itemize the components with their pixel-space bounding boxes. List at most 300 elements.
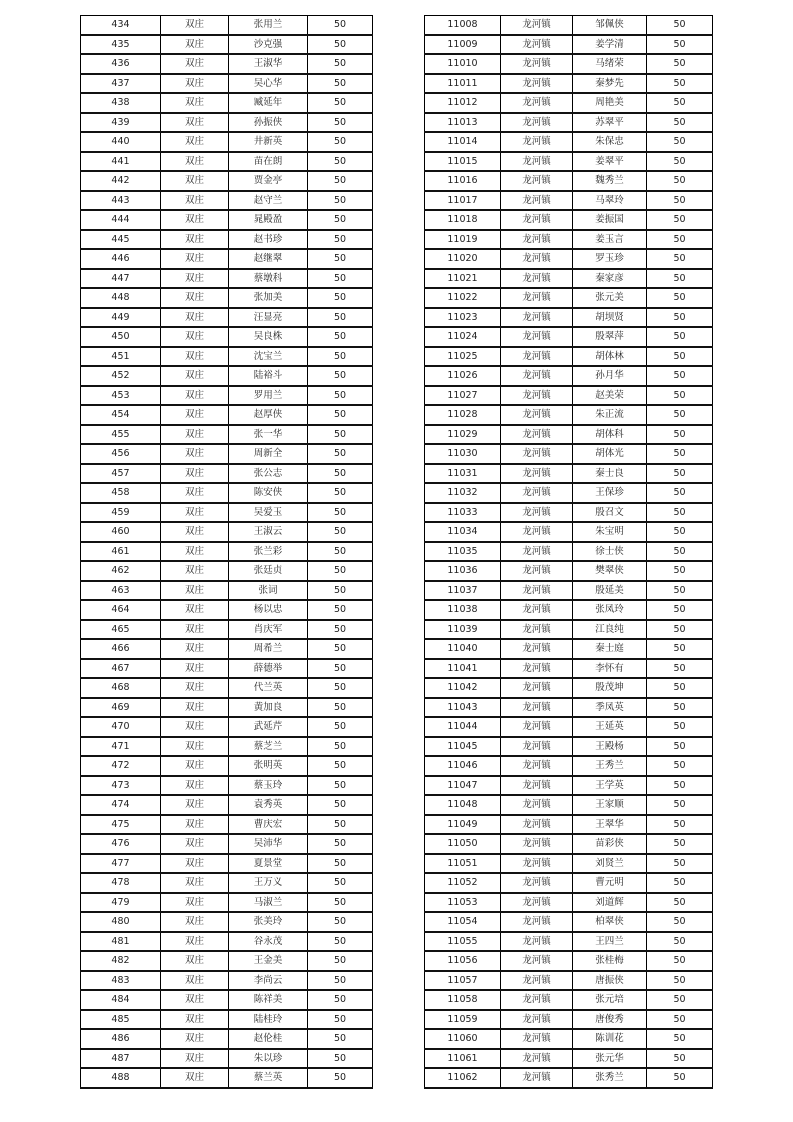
person-name-cell: 胡体科 — [573, 425, 647, 445]
amount-cell: 50 — [647, 737, 713, 757]
table-row — [81, 1010, 373, 1030]
person-name-cell: 王殿杨 — [573, 737, 647, 757]
amount-cell: 50 — [308, 93, 373, 113]
row-number-cell: 479 — [81, 893, 161, 913]
amount-cell: 50 — [647, 425, 713, 445]
person-name-cell: 季凤英 — [573, 698, 647, 718]
amount-cell: 50 — [308, 717, 373, 737]
table-row — [81, 132, 373, 152]
table-row — [81, 54, 373, 74]
town-cell: 双庄 — [161, 1068, 229, 1088]
row-number-cell: 11023 — [425, 308, 501, 328]
row-number-cell: 468 — [81, 678, 161, 698]
amount-cell: 50 — [308, 152, 373, 172]
town-cell: 龙河镇 — [501, 444, 573, 464]
person-name-cell: 张元美 — [573, 288, 647, 308]
table-row — [425, 347, 713, 367]
row-number-cell: 11026 — [425, 366, 501, 386]
table-row — [81, 893, 373, 913]
amount-cell: 50 — [308, 308, 373, 328]
amount-cell: 50 — [647, 132, 713, 152]
person-name-cell: 朱宝明 — [573, 522, 647, 542]
table-row — [81, 249, 373, 269]
town-cell: 龙河镇 — [501, 678, 573, 698]
town-cell: 龙河镇 — [501, 581, 573, 601]
table-row — [81, 561, 373, 581]
table-row — [81, 581, 373, 601]
table-row — [81, 834, 373, 854]
person-name-cell: 陈训花 — [573, 1029, 647, 1049]
town-cell: 龙河镇 — [501, 873, 573, 893]
amount-cell: 50 — [647, 932, 713, 952]
person-name-cell: 王学英 — [573, 776, 647, 796]
person-name-cell: 张用兰 — [229, 16, 308, 35]
table-row — [425, 230, 713, 250]
amount-cell: 50 — [647, 756, 713, 776]
amount-cell: 50 — [647, 834, 713, 854]
table-row — [425, 1068, 713, 1088]
table-row — [81, 210, 373, 230]
row-number-cell: 11017 — [425, 191, 501, 211]
town-cell: 双庄 — [161, 698, 229, 718]
amount-cell: 50 — [647, 600, 713, 620]
person-name-cell: 姜玉言 — [573, 230, 647, 250]
person-name-cell: 刘贤兰 — [573, 854, 647, 874]
table-row — [81, 366, 373, 386]
row-number-cell: 11014 — [425, 132, 501, 152]
amount-cell: 50 — [308, 678, 373, 698]
town-cell: 双庄 — [161, 756, 229, 776]
table-row — [81, 152, 373, 172]
town-cell: 双庄 — [161, 35, 229, 55]
amount-cell: 50 — [308, 1010, 373, 1030]
town-cell: 龙河镇 — [501, 542, 573, 562]
amount-cell: 50 — [308, 35, 373, 55]
person-name-cell: 赵继翠 — [229, 249, 308, 269]
town-cell: 龙河镇 — [501, 113, 573, 133]
amount-cell: 50 — [647, 542, 713, 562]
table-row — [81, 795, 373, 815]
table-row — [425, 893, 713, 913]
town-cell: 龙河镇 — [501, 269, 573, 289]
row-number-cell: 466 — [81, 639, 161, 659]
amount-cell: 50 — [647, 366, 713, 386]
amount-cell: 50 — [308, 834, 373, 854]
person-name-cell: 赵厚侠 — [229, 405, 308, 425]
amount-cell: 50 — [647, 54, 713, 74]
person-name-cell: 汪显亮 — [229, 308, 308, 328]
row-number-cell: 449 — [81, 308, 161, 328]
town-cell: 龙河镇 — [501, 717, 573, 737]
row-number-cell: 486 — [81, 1029, 161, 1049]
table-row — [425, 990, 713, 1010]
row-number-cell: 11050 — [425, 834, 501, 854]
row-number-cell: 11043 — [425, 698, 501, 718]
table-row — [425, 503, 713, 523]
town-cell: 龙河镇 — [501, 639, 573, 659]
town-cell: 双庄 — [161, 210, 229, 230]
row-number-cell: 11030 — [425, 444, 501, 464]
town-cell: 龙河镇 — [501, 327, 573, 347]
person-name-cell: 江良纯 — [573, 620, 647, 640]
table-row — [425, 971, 713, 991]
person-name-cell: 张公志 — [229, 464, 308, 484]
person-name-cell: 吴良株 — [229, 327, 308, 347]
amount-cell: 50 — [308, 444, 373, 464]
row-number-cell: 456 — [81, 444, 161, 464]
amount-cell: 50 — [647, 308, 713, 328]
town-cell: 双庄 — [161, 951, 229, 971]
table-row — [425, 659, 713, 679]
row-number-cell: 11058 — [425, 990, 501, 1010]
row-number-cell: 485 — [81, 1010, 161, 1030]
amount-cell: 50 — [308, 503, 373, 523]
town-cell: 双庄 — [161, 269, 229, 289]
person-name-cell: 周新全 — [229, 444, 308, 464]
amount-cell: 50 — [647, 639, 713, 659]
amount-cell: 50 — [647, 971, 713, 991]
row-number-cell: 11031 — [425, 464, 501, 484]
table-row — [425, 405, 713, 425]
town-cell: 双庄 — [161, 191, 229, 211]
amount-cell: 50 — [647, 1068, 713, 1088]
amount-cell: 50 — [308, 698, 373, 718]
table-row — [81, 1068, 373, 1088]
table-row — [425, 912, 713, 932]
person-name-cell: 蔡兰英 — [229, 1068, 308, 1088]
town-cell: 双庄 — [161, 288, 229, 308]
person-name-cell: 蔡玉玲 — [229, 776, 308, 796]
amount-cell: 50 — [308, 971, 373, 991]
person-name-cell: 王家顺 — [573, 795, 647, 815]
row-number-cell: 455 — [81, 425, 161, 445]
table-row — [81, 990, 373, 1010]
person-name-cell: 张美玲 — [229, 912, 308, 932]
town-cell: 龙河镇 — [501, 561, 573, 581]
table-row — [81, 191, 373, 211]
row-number-cell: 11044 — [425, 717, 501, 737]
amount-cell: 50 — [308, 873, 373, 893]
row-number-cell: 11012 — [425, 93, 501, 113]
amount-cell: 50 — [308, 581, 373, 601]
table-row — [425, 1010, 713, 1030]
town-cell: 双庄 — [161, 386, 229, 406]
person-name-cell: 周希兰 — [229, 639, 308, 659]
row-number-cell: 488 — [81, 1068, 161, 1088]
row-number-cell: 460 — [81, 522, 161, 542]
amount-cell: 50 — [308, 522, 373, 542]
row-number-cell: 11033 — [425, 503, 501, 523]
table-row — [81, 951, 373, 971]
town-cell: 双庄 — [161, 854, 229, 874]
row-number-cell: 471 — [81, 737, 161, 757]
town-cell: 龙河镇 — [501, 366, 573, 386]
person-name-cell: 刘道辉 — [573, 893, 647, 913]
town-cell: 龙河镇 — [501, 308, 573, 328]
row-number-cell: 434 — [81, 16, 161, 35]
table-row — [81, 737, 373, 757]
row-number-cell: 470 — [81, 717, 161, 737]
person-name-cell: 朱保忠 — [573, 132, 647, 152]
row-number-cell: 487 — [81, 1049, 161, 1069]
table-row — [81, 444, 373, 464]
amount-cell: 50 — [308, 776, 373, 796]
person-name-cell: 臧延年 — [229, 93, 308, 113]
row-number-cell: 11047 — [425, 776, 501, 796]
amount-cell: 50 — [308, 659, 373, 679]
row-number-cell: 450 — [81, 327, 161, 347]
table-row — [425, 152, 713, 172]
person-name-cell: 胡坝贤 — [573, 308, 647, 328]
town-cell: 双庄 — [161, 1029, 229, 1049]
table-row — [81, 269, 373, 289]
town-cell: 龙河镇 — [501, 912, 573, 932]
person-name-cell: 曹元明 — [573, 873, 647, 893]
table-row — [425, 737, 713, 757]
row-number-cell: 11051 — [425, 854, 501, 874]
table-row — [425, 74, 713, 94]
person-name-cell: 王保珍 — [573, 483, 647, 503]
table-row — [81, 93, 373, 113]
town-cell: 龙河镇 — [501, 249, 573, 269]
town-cell: 双庄 — [161, 639, 229, 659]
row-number-cell: 439 — [81, 113, 161, 133]
person-name-cell: 贾金亭 — [229, 171, 308, 191]
person-name-cell: 李尚云 — [229, 971, 308, 991]
row-number-cell: 440 — [81, 132, 161, 152]
town-cell: 龙河镇 — [501, 132, 573, 152]
town-cell: 双庄 — [161, 795, 229, 815]
table-row — [425, 522, 713, 542]
table-row — [425, 639, 713, 659]
town-cell: 双庄 — [161, 366, 229, 386]
table-row — [81, 542, 373, 562]
amount-cell: 50 — [647, 483, 713, 503]
town-cell: 双庄 — [161, 522, 229, 542]
person-name-cell: 张元培 — [573, 990, 647, 1010]
town-cell: 双庄 — [161, 678, 229, 698]
person-name-cell: 夏景堂 — [229, 854, 308, 874]
row-number-cell: 11046 — [425, 756, 501, 776]
amount-cell: 50 — [308, 1049, 373, 1069]
person-name-cell: 张词 — [229, 581, 308, 601]
row-number-cell: 11008 — [425, 16, 501, 35]
table-row — [425, 269, 713, 289]
town-cell: 龙河镇 — [501, 522, 573, 542]
person-name-cell: 胡体光 — [573, 444, 647, 464]
amount-cell: 50 — [647, 35, 713, 55]
row-number-cell: 11052 — [425, 873, 501, 893]
person-name-cell: 赵守兰 — [229, 191, 308, 211]
amount-cell: 50 — [647, 1049, 713, 1069]
table-row — [81, 678, 373, 698]
row-number-cell: 11025 — [425, 347, 501, 367]
town-cell: 龙河镇 — [501, 737, 573, 757]
table-row — [425, 932, 713, 952]
person-name-cell: 袁秀英 — [229, 795, 308, 815]
town-cell: 双庄 — [161, 152, 229, 172]
town-cell: 龙河镇 — [501, 347, 573, 367]
town-cell: 龙河镇 — [501, 776, 573, 796]
row-number-cell: 444 — [81, 210, 161, 230]
row-number-cell: 11034 — [425, 522, 501, 542]
table-row — [81, 483, 373, 503]
row-number-cell: 11013 — [425, 113, 501, 133]
person-name-cell: 蔡芝兰 — [229, 737, 308, 757]
person-name-cell: 张桂梅 — [573, 951, 647, 971]
person-name-cell: 殷召文 — [573, 503, 647, 523]
row-number-cell: 11016 — [425, 171, 501, 191]
person-name-cell: 王延英 — [573, 717, 647, 737]
table-row — [425, 327, 713, 347]
table-row — [425, 249, 713, 269]
amount-cell: 50 — [308, 639, 373, 659]
amount-cell: 50 — [308, 54, 373, 74]
amount-cell: 50 — [308, 366, 373, 386]
town-cell: 龙河镇 — [501, 171, 573, 191]
table-row — [81, 327, 373, 347]
town-cell: 龙河镇 — [501, 854, 573, 874]
table-row — [425, 113, 713, 133]
amount-cell: 50 — [647, 795, 713, 815]
town-cell: 双庄 — [161, 113, 229, 133]
table-row — [81, 932, 373, 952]
amount-cell: 50 — [647, 464, 713, 484]
row-number-cell: 463 — [81, 581, 161, 601]
row-number-cell: 11019 — [425, 230, 501, 250]
table-row — [81, 717, 373, 737]
amount-cell: 50 — [647, 854, 713, 874]
amount-cell: 50 — [308, 854, 373, 874]
table-row — [81, 171, 373, 191]
table-row — [425, 210, 713, 230]
town-cell: 双庄 — [161, 873, 229, 893]
row-number-cell: 11054 — [425, 912, 501, 932]
row-number-cell: 11056 — [425, 951, 501, 971]
amount-cell: 50 — [308, 269, 373, 289]
town-cell: 双庄 — [161, 737, 229, 757]
person-name-cell: 秦家彦 — [573, 269, 647, 289]
person-name-cell: 沙克强 — [229, 35, 308, 55]
person-name-cell: 殷延美 — [573, 581, 647, 601]
amount-cell: 50 — [647, 873, 713, 893]
table-row — [425, 678, 713, 698]
row-number-cell: 11035 — [425, 542, 501, 562]
amount-cell: 50 — [308, 737, 373, 757]
row-number-cell: 442 — [81, 171, 161, 191]
row-number-cell: 473 — [81, 776, 161, 796]
table-row — [425, 16, 713, 35]
person-name-cell: 井新英 — [229, 132, 308, 152]
person-name-cell: 沈宝兰 — [229, 347, 308, 367]
amount-cell: 50 — [647, 171, 713, 191]
amount-cell: 50 — [647, 288, 713, 308]
person-name-cell: 姜振国 — [573, 210, 647, 230]
table-row — [425, 717, 713, 737]
town-cell: 双庄 — [161, 327, 229, 347]
amount-cell: 50 — [647, 717, 713, 737]
town-cell: 龙河镇 — [501, 210, 573, 230]
person-name-cell: 谷永茂 — [229, 932, 308, 952]
person-name-cell: 胡体林 — [573, 347, 647, 367]
person-name-cell: 柏翠侠 — [573, 912, 647, 932]
row-number-cell: 11045 — [425, 737, 501, 757]
person-name-cell: 罗玉珍 — [573, 249, 647, 269]
table-row — [425, 756, 713, 776]
person-name-cell: 孙月华 — [573, 366, 647, 386]
row-number-cell: 436 — [81, 54, 161, 74]
person-name-cell: 吴爱玉 — [229, 503, 308, 523]
table-row — [425, 464, 713, 484]
town-cell: 龙河镇 — [501, 425, 573, 445]
amount-cell: 50 — [647, 893, 713, 913]
amount-cell: 50 — [308, 795, 373, 815]
amount-cell: 50 — [647, 698, 713, 718]
person-name-cell: 王四兰 — [573, 932, 647, 952]
amount-cell: 50 — [647, 230, 713, 250]
amount-cell: 50 — [647, 659, 713, 679]
town-cell: 双庄 — [161, 405, 229, 425]
table-row — [425, 776, 713, 796]
town-cell: 龙河镇 — [501, 620, 573, 640]
town-cell: 双庄 — [161, 893, 229, 913]
amount-cell: 50 — [308, 542, 373, 562]
person-name-cell: 陈祥美 — [229, 990, 308, 1010]
town-cell: 龙河镇 — [501, 386, 573, 406]
person-name-cell: 秦士良 — [573, 464, 647, 484]
row-number-cell: 11029 — [425, 425, 501, 445]
table-row — [81, 815, 373, 835]
amount-cell: 50 — [308, 405, 373, 425]
amount-cell: 50 — [308, 464, 373, 484]
amount-cell: 50 — [647, 1010, 713, 1030]
amount-cell: 50 — [308, 113, 373, 133]
town-cell: 双庄 — [161, 425, 229, 445]
table-row — [81, 464, 373, 484]
person-name-cell: 殷茂坤 — [573, 678, 647, 698]
table-row — [425, 561, 713, 581]
town-cell: 龙河镇 — [501, 990, 573, 1010]
row-number-cell: 11027 — [425, 386, 501, 406]
amount-cell: 50 — [647, 678, 713, 698]
table-row — [81, 230, 373, 250]
table-row — [425, 366, 713, 386]
person-name-cell: 吴沛华 — [229, 834, 308, 854]
table-row — [81, 659, 373, 679]
amount-cell: 50 — [308, 171, 373, 191]
table-row — [81, 113, 373, 133]
amount-cell: 50 — [647, 503, 713, 523]
town-cell: 龙河镇 — [501, 93, 573, 113]
town-cell: 龙河镇 — [501, 54, 573, 74]
amount-cell: 50 — [308, 132, 373, 152]
table-row — [81, 347, 373, 367]
person-name-cell: 唐振侠 — [573, 971, 647, 991]
table-row — [425, 93, 713, 113]
person-name-cell: 张兰彩 — [229, 542, 308, 562]
town-cell: 双庄 — [161, 600, 229, 620]
person-name-cell: 张元华 — [573, 1049, 647, 1069]
table-row — [425, 815, 713, 835]
person-name-cell: 赵美荣 — [573, 386, 647, 406]
town-cell: 双庄 — [161, 171, 229, 191]
town-cell: 龙河镇 — [501, 503, 573, 523]
person-name-cell: 杨以忠 — [229, 600, 308, 620]
table-row — [81, 873, 373, 893]
row-number-cell: 445 — [81, 230, 161, 250]
person-name-cell: 张廷贞 — [229, 561, 308, 581]
amount-cell: 50 — [308, 561, 373, 581]
